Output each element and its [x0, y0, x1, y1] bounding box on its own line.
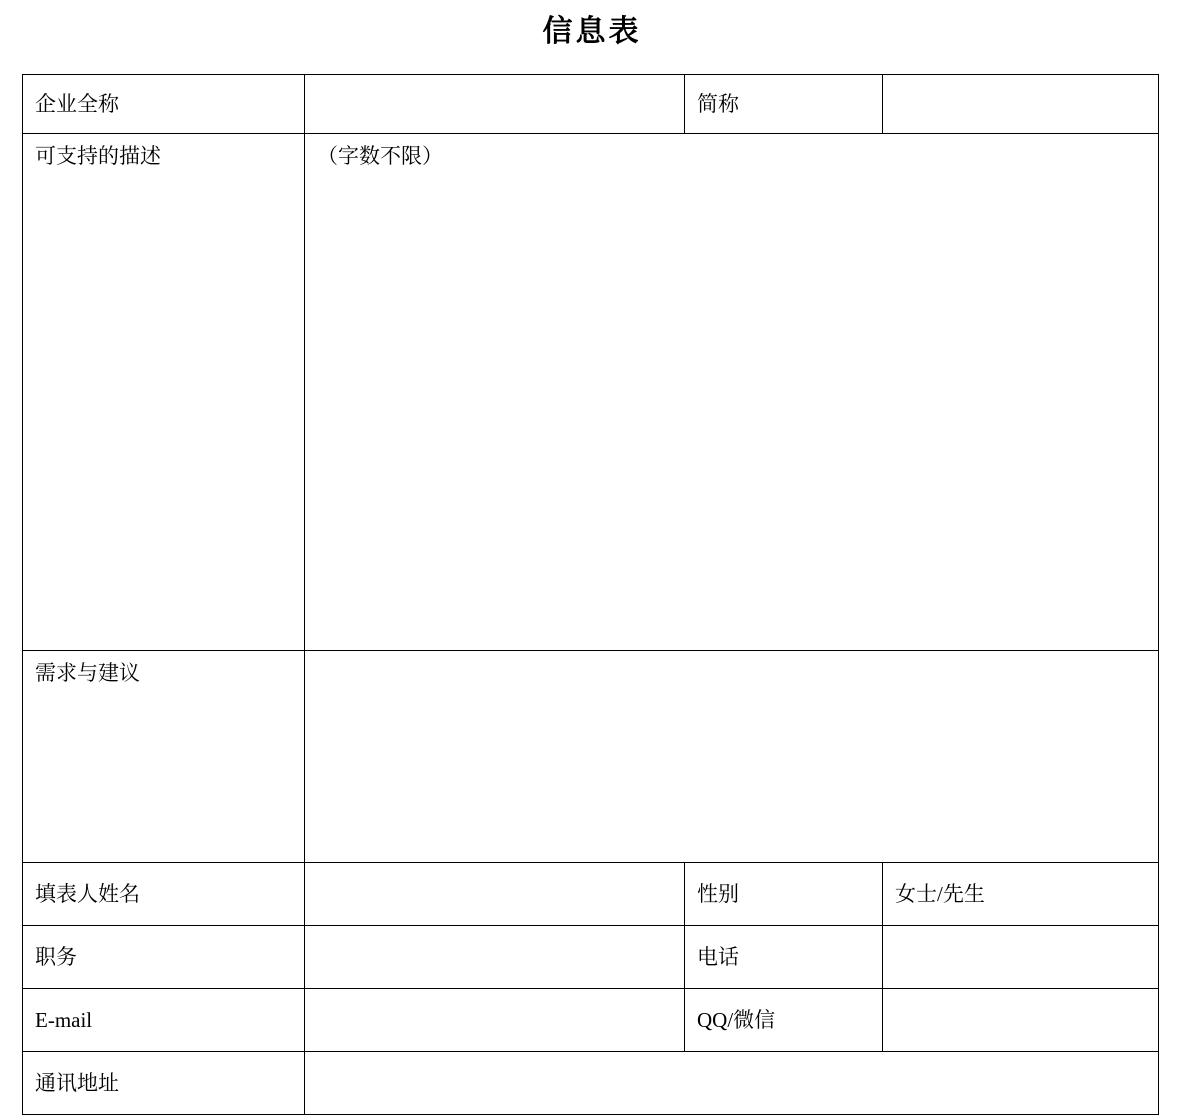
needs-label: 需求与建议	[23, 651, 305, 863]
description-hint: （字数不限）	[317, 144, 443, 168]
needs-field[interactable]	[305, 651, 1159, 863]
company-name-label: 企业全称	[23, 75, 305, 134]
description-field[interactable]	[305, 134, 1159, 651]
position-label: 职务	[23, 926, 305, 989]
description-label: 可支持的描述	[23, 134, 305, 651]
company-name-field[interactable]	[305, 75, 685, 134]
gender-field[interactable]: 女士/先生	[883, 863, 1159, 926]
qq-wechat-field[interactable]	[883, 989, 1159, 1052]
gender-label: 性别	[685, 863, 883, 926]
email-label: E-mail	[23, 989, 305, 1052]
page-title: 信息表	[542, 15, 642, 48]
table-row-address	[23, 1052, 1159, 1115]
phone-label: 电话	[685, 926, 883, 989]
filler-name-label: 填表人姓名	[23, 863, 305, 926]
phone-field[interactable]	[883, 926, 1159, 989]
filler-name-field[interactable]	[305, 863, 685, 926]
email-field[interactable]	[305, 989, 685, 1052]
qq-wechat-label: QQ/微信	[685, 989, 883, 1052]
table-row-needs	[23, 651, 1159, 863]
table-row-email	[23, 989, 1159, 1052]
table-row-position	[23, 926, 1159, 989]
table-row-description	[23, 134, 1159, 651]
document-page	[0, 12, 1184, 1107]
company-short-field[interactable]	[883, 75, 1159, 134]
position-field[interactable]	[305, 926, 685, 989]
address-label: 通讯地址	[23, 1052, 305, 1115]
information-form-table	[22, 74, 1159, 1115]
table-row-filler-name	[23, 863, 1159, 926]
address-field[interactable]	[305, 1052, 1159, 1115]
table-row-company	[23, 75, 1159, 134]
company-short-label: 简称	[685, 75, 883, 134]
